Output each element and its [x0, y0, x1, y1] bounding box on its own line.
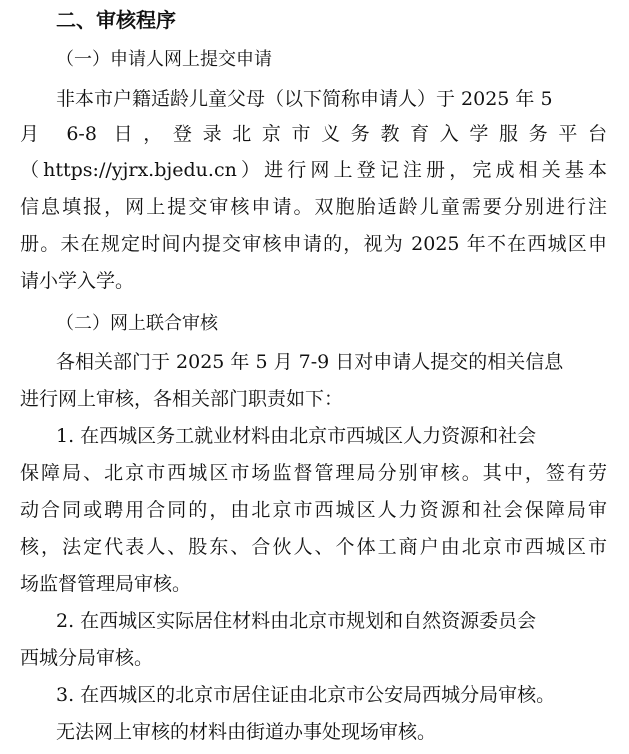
paragraph-line: 各相关部门于 2025 年 5 月 7-9 日对申请人提交的相关信息	[56, 351, 564, 373]
list-item-1-line: 保障局、北京市西城区市场监督管理局分别审核。其中，签有劳	[20, 462, 607, 484]
list-item-2-line: 西城分局审核。	[20, 647, 154, 669]
list-item-1-line: 1. 在西城区务工就业材料由北京市西城区人力资源和社会	[56, 425, 537, 447]
list-item-1-line: 核，法定代表人、股东、合伙人、个体工商户由北京市西城区市	[20, 536, 607, 558]
paragraph-line: 非本市户籍适龄儿童父母（以下简称申请人）于 2025 年 5	[56, 88, 553, 110]
list-item-3-line: 3. 在西城区的北京市居住证由北京市公安局西城分局审核。	[56, 684, 556, 706]
part2-heading: （二）网上联合审核	[56, 313, 218, 334]
paragraph-line: 信息填报，网上提交审核申请。双胞胎适龄儿童需要分别进行注	[20, 196, 607, 218]
list-item-1-line: 动合同或聘用合同的，由北京市西城区人力资源和社会保障局审	[20, 499, 607, 521]
section-title: 二、审核程序	[56, 8, 176, 32]
paragraph-line: （https://yjrx.bjedu.cn）进行网上登记注册，完成相关基本	[20, 159, 607, 181]
paragraph-line: 册。未在规定时间内提交审核申请的，视为 2025 年不在西城区申	[20, 233, 607, 255]
part1-heading: （一）申请人网上提交申请	[56, 49, 272, 70]
list-item-1-line: 场监督管理局审核。	[20, 573, 192, 595]
paragraph-line: 进行网上审核，各相关部门职责如下：	[20, 388, 344, 410]
closing-line: 无法网上审核的材料由街道办事处现场审核。	[56, 721, 437, 743]
paragraph-line: 月 6-8 日，登录北京市义务教育入学服务平台	[20, 123, 607, 145]
paragraph-line: 请小学入学。	[20, 270, 135, 292]
list-item-2-line: 2. 在西城区实际居住材料由北京市规划和自然资源委员会	[56, 610, 537, 632]
